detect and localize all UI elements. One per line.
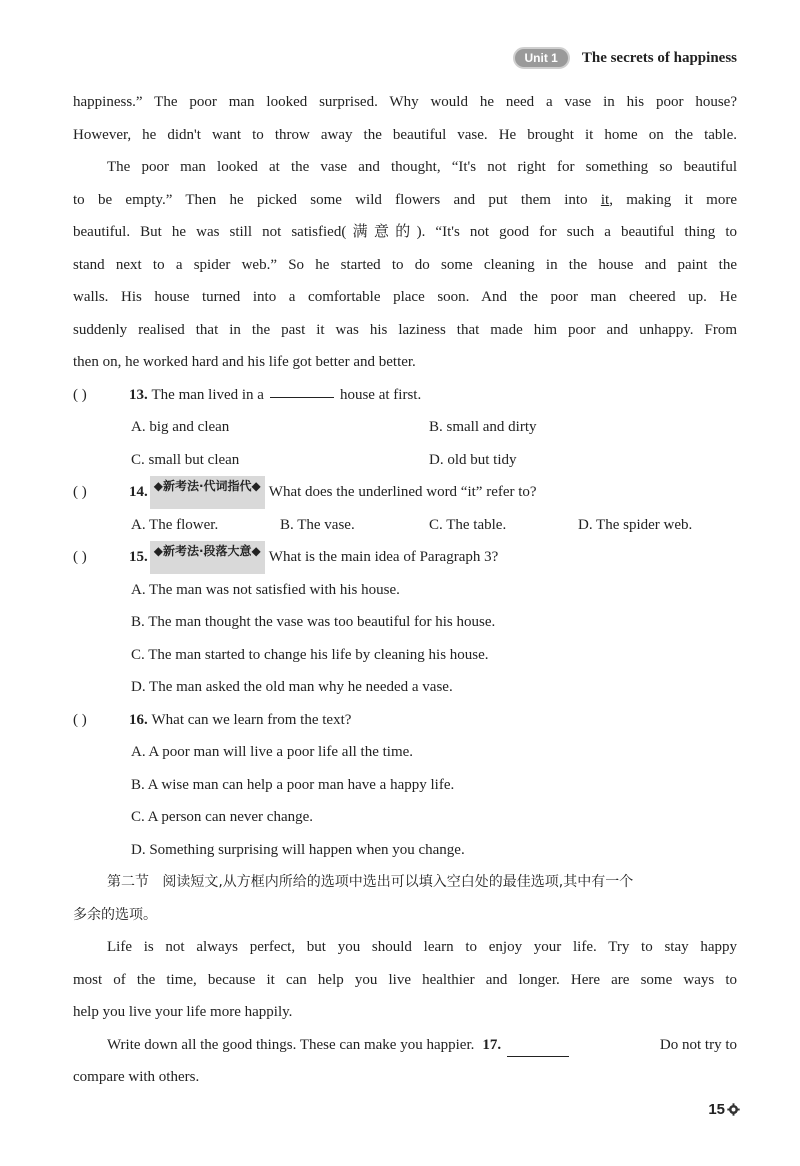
page-content [73, 86, 737, 1094]
passage-line: then on, he worked hard and his life got better and better. [73, 354, 416, 370]
exam-method-tag: ◆新考法·代词指代◆ [150, 476, 265, 509]
passage-line: Write down all the good things. These can make you happier. 17. Do not try to [73, 1029, 737, 1062]
header-title: The secrets of happiness [581, 49, 737, 66]
option-row [73, 411, 737, 444]
question-15 [73, 541, 737, 574]
question-stem: What is the main idea of Paragraph 3? [268, 549, 499, 565]
option-d[interactable]: D. The spider web. [578, 516, 693, 533]
question-number: 15. [129, 549, 148, 565]
passage-line: stand next to a spider web.” So he started to do some cleaning in the house and paint the [73, 256, 737, 273]
passage-line: walls. His house turned into a comfortable place soon. And the poor man cheered up. He [73, 289, 737, 305]
question-13 [73, 379, 737, 412]
option-a[interactable]: A. The flower. [131, 516, 219, 533]
question-stem: The man lived in a [151, 386, 264, 403]
option-c[interactable]: C. The table. [429, 516, 507, 533]
option-d[interactable]: D. Something surprising will happen when you change. [131, 841, 465, 858]
option-b[interactable]: B. The vase. [280, 516, 355, 533]
page-number: 15 [708, 1101, 740, 1118]
question-number: 13. [129, 386, 148, 403]
passage-line: suddenly realised that in the past it was his laziness that made him poor and unhappy. From [73, 321, 737, 338]
underlined-it: it [600, 191, 610, 208]
answer-paren[interactable]: ( ) [73, 711, 87, 728]
answer-blank[interactable] [507, 1038, 569, 1057]
passage-line: to be empty.” Then he picked some wild flowers and put them into it, making it more [73, 191, 737, 208]
question-stem: What can we learn from the text? [151, 711, 352, 728]
passage-line: beautiful. But he was still not satisfied(满意的). “It's not good for such a beautiful thing to [73, 224, 737, 240]
option-a[interactable]: A. A poor man will live a poor life all the time. [131, 744, 414, 760]
passage-line: happiness.” The poor man looked surprised. Why would he need a vase in his poor house? [73, 94, 737, 110]
section-instruction: 第二节 阅读短文,从方框内所给的选项中选出可以填入空白处的最佳选项,其中有一个 [107, 874, 634, 890]
passage-line: The poor man looked at the vase and thought, “It's not right for something so beautiful [107, 159, 737, 175]
passage-line: help you live your life more happily. [73, 1004, 293, 1020]
option-c[interactable]: C. A person can never change. [131, 809, 314, 825]
page-header [513, 46, 738, 70]
unit-badge: Unit 1 [513, 47, 570, 69]
section-instruction: 多余的选项。 [73, 906, 157, 923]
exam-method-tag: ◆新考法·段落大意◆ [150, 541, 265, 574]
question-number: 17. [482, 1036, 502, 1053]
section-label: 第二节 [107, 874, 149, 890]
question-number: 14. [129, 484, 148, 500]
option-d[interactable]: D. old but tidy [429, 451, 517, 468]
option-a[interactable]: A. big and clean [131, 419, 230, 435]
option-b[interactable]: B. small and dirty [429, 419, 537, 435]
option-row [73, 444, 737, 477]
option-b[interactable]: B. The man thought the vase was too beautiful for his house. [131, 614, 496, 630]
question-stem: What does the underlined word “it” refer to? [268, 484, 537, 500]
gear-icon [727, 1103, 740, 1116]
passage-line: However, he didn't want to throw away the beautiful vase. He brought it home on the table. [73, 126, 737, 143]
question-14 [73, 476, 737, 509]
answer-paren[interactable]: ( ) [73, 484, 87, 500]
option-d[interactable]: D. The man asked the old man why he needed a vase. [131, 679, 453, 695]
answer-paren[interactable]: ( ) [73, 386, 87, 403]
question-16 [73, 704, 737, 737]
option-a[interactable]: A. The man was not satisfied with his house. [131, 581, 400, 598]
question-stem: house at first. [339, 386, 422, 403]
option-b[interactable]: B. A wise man can help a poor man have a happy life. [131, 776, 455, 793]
passage-line: most of the time, because it can help you live healthier and longer. Here are some ways to [73, 971, 737, 988]
answer-paren[interactable]: ( ) [73, 549, 87, 565]
question-number: 16. [129, 711, 148, 728]
answer-blank[interactable] [270, 379, 334, 398]
option-c[interactable]: C. The man started to change his life by cleaning his house. [131, 646, 489, 663]
passage-line: Life is not always perfect, but you should learn to enjoy your life. Try to stay happy [107, 939, 737, 955]
option-c[interactable]: C. small but clean [131, 451, 240, 468]
option-row [73, 509, 737, 542]
passage-line: compare with others. [73, 1069, 200, 1085]
